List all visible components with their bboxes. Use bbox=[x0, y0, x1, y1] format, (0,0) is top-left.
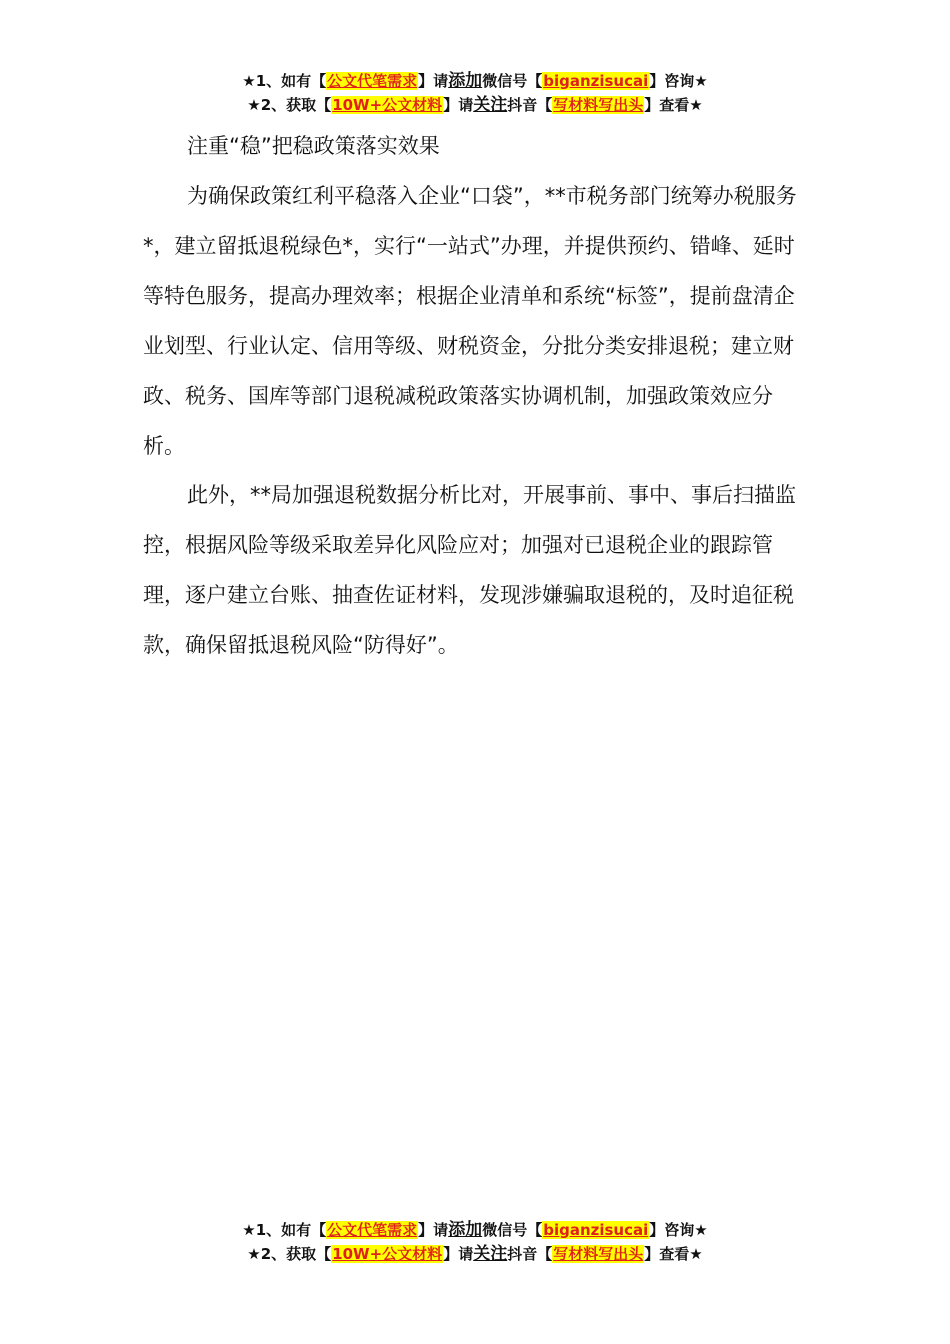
promo-banner-top bbox=[0, 69, 950, 117]
promo-highlight: 公文代笔需求 bbox=[327, 72, 418, 90]
promo-highlight: biganzisucai bbox=[543, 72, 649, 90]
section-heading: 注重“稳”把稳政策落实效果 bbox=[187, 134, 440, 158]
promo-line-1 bbox=[0, 1218, 950, 1242]
promo-text: 】咨询★ bbox=[649, 72, 708, 90]
body-paragraph-2 bbox=[143, 470, 808, 670]
promo-text: ★2、获取【 bbox=[247, 96, 332, 114]
promo-text: 微信号【 bbox=[482, 1221, 543, 1239]
promo-emphasis: 关注 bbox=[473, 95, 508, 115]
promo-text: 】咨询★ bbox=[649, 1221, 708, 1239]
promo-highlight: 公文代笔需求 bbox=[327, 1221, 418, 1239]
promo-text: 微信号【 bbox=[482, 72, 543, 90]
promo-text: ★1、如有【 bbox=[242, 1221, 327, 1239]
promo-text: 抖音【 bbox=[507, 96, 553, 114]
promo-text: ★2、获取【 bbox=[247, 1245, 332, 1263]
promo-line-1 bbox=[0, 69, 950, 93]
promo-text: 】请 bbox=[443, 96, 474, 114]
promo-text: 抖音【 bbox=[507, 1245, 553, 1263]
promo-line-2 bbox=[0, 1242, 950, 1266]
promo-highlight: 写材料写出头 bbox=[553, 1245, 644, 1263]
promo-highlight: biganzisucai bbox=[543, 1221, 649, 1239]
promo-emphasis: 关注 bbox=[473, 1244, 508, 1264]
promo-line-2 bbox=[0, 93, 950, 117]
promo-text: ★1、如有【 bbox=[242, 72, 327, 90]
promo-emphasis: 添加 bbox=[448, 1220, 483, 1240]
promo-text: 】查看★ bbox=[644, 1245, 703, 1263]
promo-text: 】请 bbox=[418, 1221, 449, 1239]
promo-highlight: 10W+公文材料 bbox=[332, 96, 443, 114]
promo-emphasis: 添加 bbox=[448, 71, 483, 91]
paragraph-text: 为确保政策红利平稳落入企业“口袋”，**市税务部门统筹办税服务*，建立留抵退税绿色*，实行“一站式”办理，并提供预约、错峰、延时等特色服务，提高办理效率；根据企业清单和系统“标签”，提前盘清企业划型、行业认定、信用等级、财税资金，分批分类安排退税；建立财政、税务、国库等部门退税减税政策落实协调机制，加强政策效应分析。 bbox=[143, 184, 797, 458]
promo-highlight: 10W+公文材料 bbox=[332, 1245, 443, 1263]
promo-banner-bottom bbox=[0, 1218, 950, 1266]
promo-text: 】查看★ bbox=[644, 96, 703, 114]
promo-highlight: 写材料写出头 bbox=[553, 96, 644, 114]
promo-text: 】请 bbox=[418, 72, 449, 90]
promo-text: 】请 bbox=[443, 1245, 474, 1263]
body-paragraph-1 bbox=[143, 171, 808, 471]
paragraph-text: 此外，**局加强退税数据分析比对，开展事前、事中、事后扫描监控，根据风险等级采取差异化风险应对；加强对已退税企业的跟踪管理，逐户建立台账、抽查佐证材料，发现涉嫌骗取退税的，及时追征税款，确保留抵退税风险“防得好”。 bbox=[143, 483, 796, 657]
